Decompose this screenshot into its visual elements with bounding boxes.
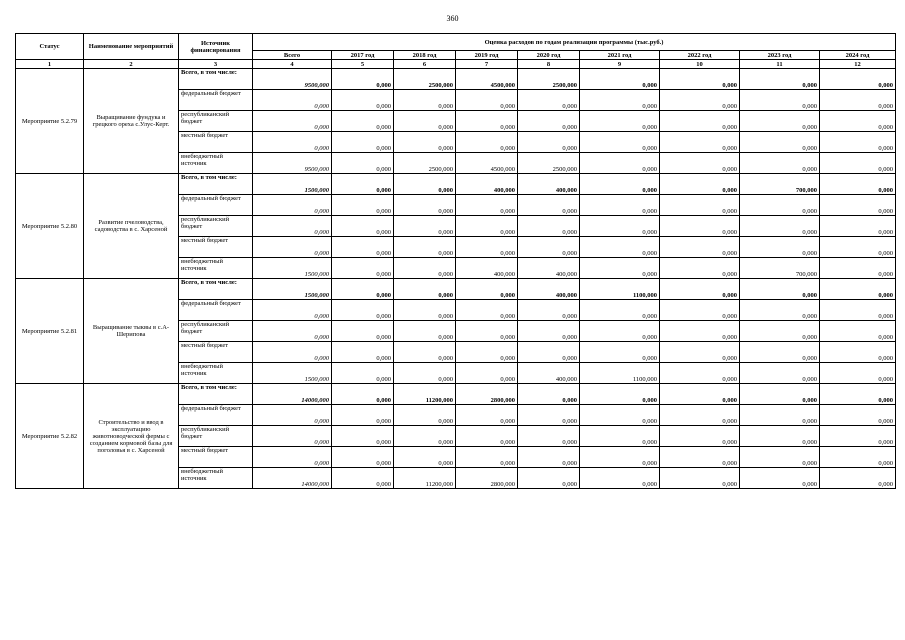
measure-status: Мероприятие 5.2.80 bbox=[16, 174, 84, 279]
year-value-cell: 0,000 bbox=[580, 69, 660, 90]
funding-source: местный бюджет bbox=[179, 342, 253, 363]
year-value-cell: 0,000 bbox=[518, 216, 580, 237]
total-cell: 9500,000 bbox=[253, 69, 332, 90]
year-value-cell: 0,000 bbox=[660, 258, 740, 279]
column-number: 2 bbox=[84, 60, 179, 69]
header-estimate: Оценка расходов по годам реализации программы (тыс.руб.) bbox=[253, 34, 896, 51]
year-value-cell: 0,000 bbox=[332, 153, 394, 174]
year-value-cell: 0,000 bbox=[332, 363, 394, 384]
column-number: 9 bbox=[580, 60, 660, 69]
header-year: Всего bbox=[253, 51, 332, 60]
year-value-cell: 400,000 bbox=[518, 279, 580, 300]
year-value-cell: 0,000 bbox=[740, 363, 820, 384]
funding-source: федеральный бюджет bbox=[179, 300, 253, 321]
total-cell: 0,000 bbox=[253, 447, 332, 468]
year-value-cell: 0,000 bbox=[740, 69, 820, 90]
year-value-cell: 400,000 bbox=[456, 258, 518, 279]
year-value-cell: 2500,000 bbox=[518, 69, 580, 90]
year-value-cell: 0,000 bbox=[456, 363, 518, 384]
table-body bbox=[16, 60, 896, 489]
year-value-cell: 0,000 bbox=[394, 195, 456, 216]
year-value-cell: 0,000 bbox=[820, 321, 896, 342]
year-value-cell: 0,000 bbox=[518, 195, 580, 216]
year-value-cell: 0,000 bbox=[394, 216, 456, 237]
year-value-cell: 0,000 bbox=[456, 279, 518, 300]
year-value-cell: 4500,000 bbox=[456, 153, 518, 174]
column-number: 10 bbox=[660, 60, 740, 69]
funding-source: республиканский бюджет bbox=[179, 216, 253, 237]
year-value-cell: 0,000 bbox=[456, 321, 518, 342]
total-cell: 0,000 bbox=[253, 216, 332, 237]
year-value-cell: 0,000 bbox=[820, 69, 896, 90]
total-cell: 0,000 bbox=[253, 90, 332, 111]
year-value-cell: 0,000 bbox=[820, 279, 896, 300]
year-value-cell: 0,000 bbox=[580, 384, 660, 405]
year-value-cell: 0,000 bbox=[394, 300, 456, 321]
year-value-cell: 0,000 bbox=[332, 90, 394, 111]
total-cell: 0,000 bbox=[253, 426, 332, 447]
year-value-cell: 0,000 bbox=[456, 342, 518, 363]
year-value-cell: 0,000 bbox=[456, 300, 518, 321]
year-value-cell: 0,000 bbox=[820, 384, 896, 405]
year-value-cell: 0,000 bbox=[740, 426, 820, 447]
funding-source: местный бюджет bbox=[179, 237, 253, 258]
column-number: 3 bbox=[179, 60, 253, 69]
year-value-cell: 0,000 bbox=[580, 132, 660, 153]
year-value-cell: 0,000 bbox=[456, 237, 518, 258]
year-value-cell: 0,000 bbox=[456, 90, 518, 111]
header-year: 2020 год bbox=[518, 51, 580, 60]
year-value-cell: 0,000 bbox=[740, 237, 820, 258]
year-value-cell: 0,000 bbox=[394, 405, 456, 426]
year-value-cell: 0,000 bbox=[332, 195, 394, 216]
year-value-cell: 0,000 bbox=[660, 363, 740, 384]
year-value-cell: 700,000 bbox=[740, 258, 820, 279]
table-row-total bbox=[16, 279, 896, 300]
year-value-cell: 0,000 bbox=[456, 195, 518, 216]
year-value-cell: 0,000 bbox=[740, 384, 820, 405]
column-number: 1 bbox=[16, 60, 84, 69]
total-cell: 0,000 bbox=[253, 237, 332, 258]
year-value-cell: 0,000 bbox=[740, 447, 820, 468]
year-value-cell: 0,000 bbox=[820, 342, 896, 363]
funding-source: республиканский бюджет bbox=[179, 111, 253, 132]
header-year: 2017 год bbox=[332, 51, 394, 60]
year-value-cell: 2500,000 bbox=[394, 153, 456, 174]
table-row-total bbox=[16, 69, 896, 90]
total-cell: 0,000 bbox=[253, 195, 332, 216]
year-value-cell: 0,000 bbox=[580, 153, 660, 174]
year-value-cell: 0,000 bbox=[580, 174, 660, 195]
year-value-cell: 0,000 bbox=[740, 342, 820, 363]
column-number: 8 bbox=[518, 60, 580, 69]
year-value-cell: 0,000 bbox=[394, 258, 456, 279]
funding-source: федеральный бюджет bbox=[179, 405, 253, 426]
year-value-cell: 0,000 bbox=[332, 300, 394, 321]
year-value-cell: 0,000 bbox=[820, 132, 896, 153]
year-value-cell: 0,000 bbox=[456, 405, 518, 426]
year-value-cell: 0,000 bbox=[580, 237, 660, 258]
year-value-cell: 0,000 bbox=[332, 447, 394, 468]
year-value-cell: 0,000 bbox=[820, 195, 896, 216]
year-value-cell: 0,000 bbox=[580, 111, 660, 132]
measure-name: Развитие пчеловодства, садоводства в с. Харсеной bbox=[84, 174, 179, 279]
funding-source: внебюджетный источник bbox=[179, 258, 253, 279]
year-value-cell: 0,000 bbox=[580, 468, 660, 489]
year-value-cell: 0,000 bbox=[580, 216, 660, 237]
budget-table bbox=[15, 33, 896, 489]
header-year: 2022 год bbox=[660, 51, 740, 60]
column-number: 7 bbox=[456, 60, 518, 69]
year-value-cell: 11200,000 bbox=[394, 384, 456, 405]
year-value-cell: 0,000 bbox=[394, 111, 456, 132]
year-value-cell: 0,000 bbox=[660, 195, 740, 216]
year-value-cell: 0,000 bbox=[394, 363, 456, 384]
year-value-cell: 4500,000 bbox=[456, 69, 518, 90]
year-value-cell: 0,000 bbox=[332, 258, 394, 279]
year-value-cell: 0,000 bbox=[394, 237, 456, 258]
year-value-cell: 0,000 bbox=[660, 405, 740, 426]
year-value-cell: 2500,000 bbox=[394, 69, 456, 90]
year-value-cell: 0,000 bbox=[332, 237, 394, 258]
year-value-cell: 1100,000 bbox=[580, 363, 660, 384]
year-value-cell: 0,000 bbox=[518, 447, 580, 468]
year-value-cell: 11200,000 bbox=[394, 468, 456, 489]
year-value-cell: 400,000 bbox=[518, 258, 580, 279]
year-value-cell: 0,000 bbox=[394, 279, 456, 300]
year-value-cell: 400,000 bbox=[518, 174, 580, 195]
year-value-cell: 0,000 bbox=[820, 237, 896, 258]
year-value-cell: 0,000 bbox=[580, 426, 660, 447]
year-value-cell: 2500,000 bbox=[518, 153, 580, 174]
table-row-total bbox=[16, 174, 896, 195]
year-value-cell: 0,000 bbox=[518, 300, 580, 321]
total-cell: 0,000 bbox=[253, 132, 332, 153]
total-cell: 0,000 bbox=[253, 300, 332, 321]
year-value-cell: 0,000 bbox=[740, 111, 820, 132]
year-value-cell: 0,000 bbox=[394, 132, 456, 153]
column-number: 6 bbox=[394, 60, 456, 69]
year-value-cell: 0,000 bbox=[740, 195, 820, 216]
total-cell: 0,000 bbox=[253, 111, 332, 132]
year-value-cell: 0,000 bbox=[394, 174, 456, 195]
year-value-cell: 400,000 bbox=[518, 363, 580, 384]
year-value-cell: 0,000 bbox=[580, 321, 660, 342]
column-number-row bbox=[16, 60, 896, 69]
year-value-cell: 0,000 bbox=[332, 174, 394, 195]
year-value-cell: 0,000 bbox=[518, 111, 580, 132]
year-value-cell: 0,000 bbox=[580, 447, 660, 468]
total-cell: 1500,000 bbox=[253, 363, 332, 384]
year-value-cell: 0,000 bbox=[332, 132, 394, 153]
year-value-cell: 0,000 bbox=[518, 321, 580, 342]
year-value-cell: 0,000 bbox=[332, 405, 394, 426]
header-status: Статус bbox=[16, 34, 84, 60]
year-value-cell: 0,000 bbox=[394, 342, 456, 363]
year-value-cell: 0,000 bbox=[394, 447, 456, 468]
measure-name: Строительство и ввод в эксплуатацию животноводческой фермы с созданием кормовой базы для поголовья в с. Харсеной bbox=[84, 384, 179, 489]
year-value-cell: 0,000 bbox=[660, 153, 740, 174]
funding-source: федеральный бюджет bbox=[179, 195, 253, 216]
year-value-cell: 0,000 bbox=[580, 342, 660, 363]
year-value-cell: 0,000 bbox=[660, 342, 740, 363]
funding-source: местный бюджет bbox=[179, 447, 253, 468]
year-value-cell: 0,000 bbox=[660, 279, 740, 300]
year-value-cell: 0,000 bbox=[332, 216, 394, 237]
year-value-cell: 0,000 bbox=[660, 111, 740, 132]
year-value-cell: 0,000 bbox=[394, 321, 456, 342]
year-value-cell: 0,000 bbox=[456, 216, 518, 237]
year-value-cell: 0,000 bbox=[580, 90, 660, 111]
year-value-cell: 0,000 bbox=[740, 153, 820, 174]
funding-source: Всего, в том числе: bbox=[179, 384, 253, 405]
year-value-cell: 0,000 bbox=[518, 342, 580, 363]
year-value-cell: 2800,000 bbox=[456, 384, 518, 405]
year-value-cell: 0,000 bbox=[332, 426, 394, 447]
header-year: 2018 год bbox=[394, 51, 456, 60]
column-number: 5 bbox=[332, 60, 394, 69]
year-value-cell: 0,000 bbox=[740, 468, 820, 489]
measure-name: Выращивание фундука и грецкого ореха с.Улус-Керт. bbox=[84, 69, 179, 174]
header-year: 2019 год bbox=[456, 51, 518, 60]
total-cell: 1500,000 bbox=[253, 258, 332, 279]
total-cell: 0,000 bbox=[253, 405, 332, 426]
page-number: 360 bbox=[446, 14, 459, 23]
year-value-cell: 0,000 bbox=[820, 426, 896, 447]
funding-source: Всего, в том числе: bbox=[179, 279, 253, 300]
year-value-cell: 0,000 bbox=[740, 132, 820, 153]
year-value-cell: 0,000 bbox=[518, 426, 580, 447]
measure-status: Мероприятие 5.2.82 bbox=[16, 384, 84, 489]
year-value-cell: 0,000 bbox=[456, 447, 518, 468]
header-name: Наименование мероприятий bbox=[84, 34, 179, 60]
year-value-cell: 700,000 bbox=[740, 174, 820, 195]
funding-source: республиканский бюджет bbox=[179, 426, 253, 447]
year-value-cell: 0,000 bbox=[456, 132, 518, 153]
year-value-cell: 0,000 bbox=[660, 300, 740, 321]
year-value-cell: 0,000 bbox=[820, 90, 896, 111]
total-cell: 14000,000 bbox=[253, 384, 332, 405]
year-value-cell: 0,000 bbox=[820, 153, 896, 174]
year-value-cell: 0,000 bbox=[518, 405, 580, 426]
year-value-cell: 0,000 bbox=[740, 90, 820, 111]
year-value-cell: 0,000 bbox=[332, 342, 394, 363]
year-value-cell: 0,000 bbox=[740, 279, 820, 300]
year-value-cell: 0,000 bbox=[820, 468, 896, 489]
year-value-cell: 0,000 bbox=[518, 468, 580, 489]
year-value-cell: 0,000 bbox=[580, 300, 660, 321]
total-cell: 0,000 bbox=[253, 321, 332, 342]
funding-source: внебюджетный источник bbox=[179, 153, 253, 174]
year-value-cell: 0,000 bbox=[580, 258, 660, 279]
total-cell: 1500,000 bbox=[253, 174, 332, 195]
measure-name: Выращивание тыквы в с.А-Шерипова bbox=[84, 279, 179, 384]
year-value-cell: 0,000 bbox=[820, 216, 896, 237]
year-value-cell: 0,000 bbox=[456, 426, 518, 447]
year-value-cell: 2800,000 bbox=[456, 468, 518, 489]
year-value-cell: 0,000 bbox=[518, 90, 580, 111]
year-value-cell: 0,000 bbox=[820, 300, 896, 321]
measure-status: Мероприятие 5.2.81 bbox=[16, 279, 84, 384]
year-value-cell: 0,000 bbox=[518, 384, 580, 405]
funding-source: внебюджетный источник bbox=[179, 468, 253, 489]
total-cell: 14000,000 bbox=[253, 468, 332, 489]
year-value-cell: 0,000 bbox=[332, 111, 394, 132]
funding-source: федеральный бюджет bbox=[179, 90, 253, 111]
year-value-cell: 0,000 bbox=[660, 216, 740, 237]
year-value-cell: 0,000 bbox=[660, 237, 740, 258]
year-value-cell: 0,000 bbox=[660, 132, 740, 153]
year-value-cell: 0,000 bbox=[660, 174, 740, 195]
year-value-cell: 0,000 bbox=[394, 426, 456, 447]
column-number: 4 bbox=[253, 60, 332, 69]
year-value-cell: 0,000 bbox=[660, 447, 740, 468]
year-value-cell: 0,000 bbox=[820, 174, 896, 195]
header-year: 2021 год bbox=[580, 51, 660, 60]
year-value-cell: 0,000 bbox=[740, 216, 820, 237]
year-value-cell: 0,000 bbox=[740, 300, 820, 321]
year-value-cell: 0,000 bbox=[740, 321, 820, 342]
year-value-cell: 0,000 bbox=[518, 132, 580, 153]
year-value-cell: 0,000 bbox=[394, 90, 456, 111]
total-cell: 1500,000 bbox=[253, 279, 332, 300]
column-number: 12 bbox=[820, 60, 896, 69]
funding-source: Всего, в том числе: bbox=[179, 174, 253, 195]
year-value-cell: 0,000 bbox=[660, 426, 740, 447]
header-year: 2024 год bbox=[820, 51, 896, 60]
funding-source: внебюджетный источник bbox=[179, 363, 253, 384]
year-value-cell: 0,000 bbox=[820, 258, 896, 279]
year-value-cell: 0,000 bbox=[660, 321, 740, 342]
year-value-cell: 0,000 bbox=[660, 384, 740, 405]
total-cell: 0,000 bbox=[253, 342, 332, 363]
year-value-cell: 0,000 bbox=[820, 405, 896, 426]
table-row-total bbox=[16, 384, 896, 405]
year-value-cell: 1100,000 bbox=[580, 279, 660, 300]
year-value-cell: 0,000 bbox=[456, 111, 518, 132]
year-value-cell: 0,000 bbox=[660, 69, 740, 90]
year-value-cell: 400,000 bbox=[456, 174, 518, 195]
funding-source: республиканский бюджет bbox=[179, 321, 253, 342]
measure-status: Мероприятие 5.2.79 bbox=[16, 69, 84, 174]
column-number: 11 bbox=[740, 60, 820, 69]
total-cell: 9500,000 bbox=[253, 153, 332, 174]
header-source: Источник финансирования bbox=[179, 34, 253, 60]
year-value-cell: 0,000 bbox=[332, 384, 394, 405]
header-year: 2023 год bbox=[740, 51, 820, 60]
year-value-cell: 0,000 bbox=[332, 279, 394, 300]
funding-source: местный бюджет bbox=[179, 132, 253, 153]
year-value-cell: 0,000 bbox=[820, 363, 896, 384]
year-value-cell: 0,000 bbox=[660, 90, 740, 111]
funding-source: Всего, в том числе: bbox=[179, 69, 253, 90]
year-value-cell: 0,000 bbox=[332, 69, 394, 90]
year-value-cell: 0,000 bbox=[332, 468, 394, 489]
year-value-cell: 0,000 bbox=[332, 321, 394, 342]
year-value-cell: 0,000 bbox=[518, 237, 580, 258]
year-value-cell: 0,000 bbox=[660, 468, 740, 489]
year-value-cell: 0,000 bbox=[820, 111, 896, 132]
year-value-cell: 0,000 bbox=[820, 447, 896, 468]
year-value-cell: 0,000 bbox=[740, 405, 820, 426]
year-value-cell: 0,000 bbox=[580, 195, 660, 216]
year-value-cell: 0,000 bbox=[580, 405, 660, 426]
